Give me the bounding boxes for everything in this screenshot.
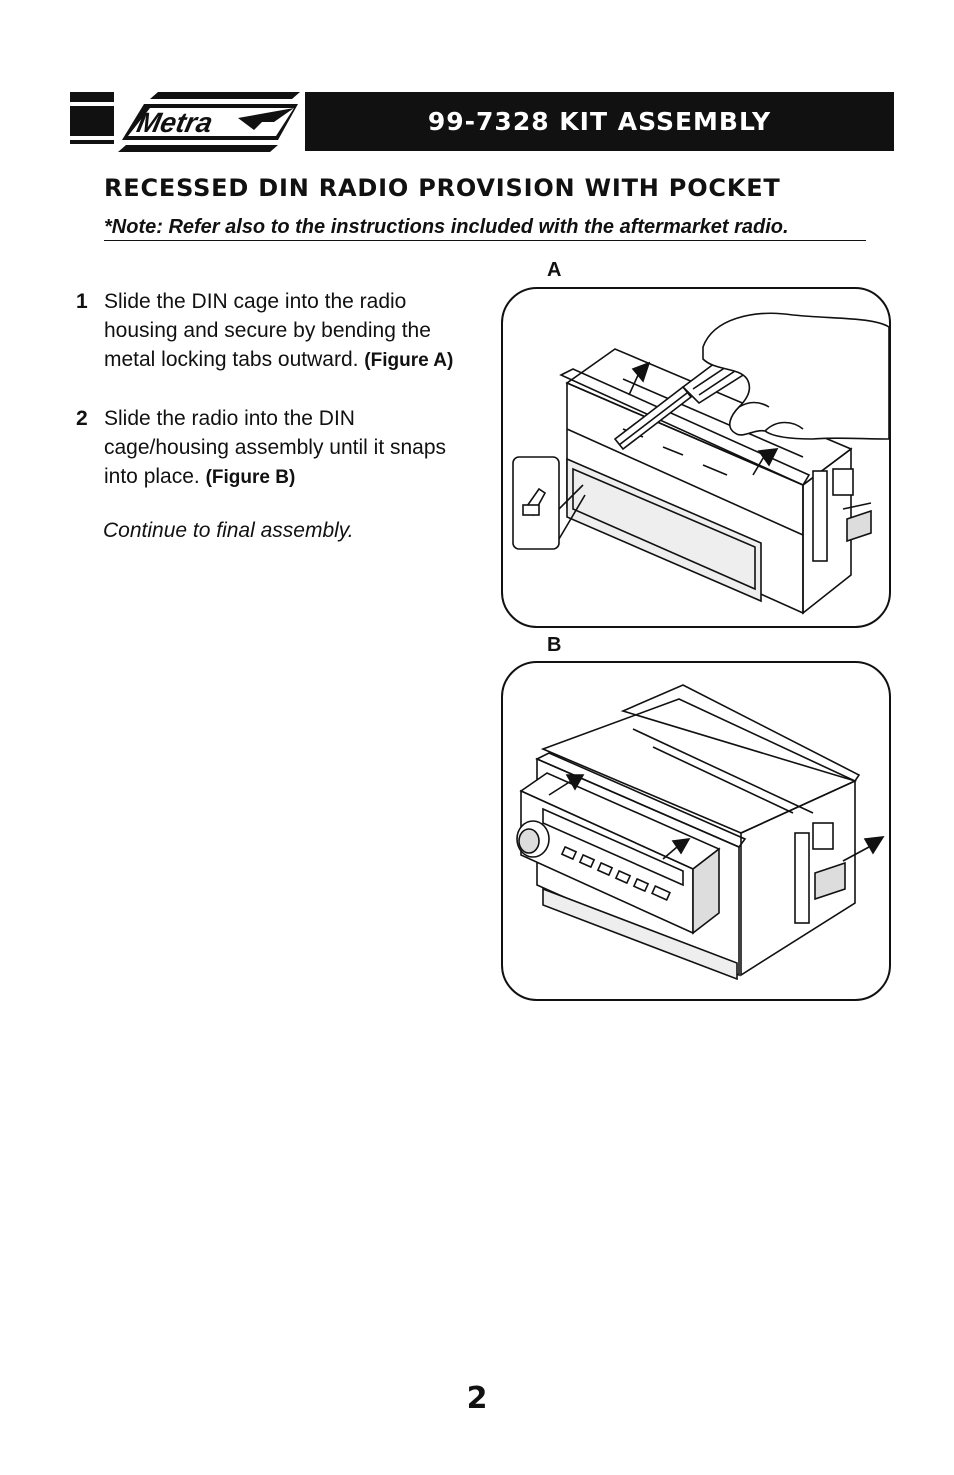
header-bars bbox=[70, 92, 114, 152]
figure-b-label: B bbox=[547, 634, 562, 656]
steps-list bbox=[76, 287, 476, 521]
page-title: 99-7328 KIT ASSEMBLY bbox=[427, 107, 772, 136]
din-cage-illustration bbox=[503, 289, 889, 626]
step-number: 1 bbox=[76, 290, 88, 313]
step-body: Slide the radio into the DIN cage/housing assembly until it snaps into place. bbox=[104, 407, 447, 488]
figure-a bbox=[501, 287, 891, 628]
page-title-bar bbox=[305, 92, 894, 151]
metra-logo bbox=[118, 92, 300, 154]
radio-install-illustration bbox=[503, 663, 889, 999]
figure-reference: (Figure A) bbox=[364, 350, 454, 371]
step-text bbox=[104, 287, 476, 375]
step-item bbox=[76, 404, 476, 492]
note-text: *Note: Refer also to the instructions included with the aftermarket radio. bbox=[104, 216, 866, 241]
figure-reference: (Figure B) bbox=[205, 467, 296, 488]
section-title: RECESSED DIN RADIO PROVISION WITH POCKET bbox=[104, 174, 781, 202]
page-number: 2 bbox=[466, 1381, 488, 1416]
step-item bbox=[76, 287, 476, 375]
figure-a-label: A bbox=[547, 259, 562, 281]
continue-text: Continue to final assembly. bbox=[103, 519, 354, 542]
step-number: 2 bbox=[76, 407, 88, 430]
logo-wordmark: Metra bbox=[134, 106, 216, 138]
step-body: Slide the DIN cage into the radio housing and secure by bending the metal locking tabs outward. bbox=[104, 290, 431, 371]
step-text bbox=[104, 404, 476, 492]
figure-b bbox=[501, 661, 891, 1001]
